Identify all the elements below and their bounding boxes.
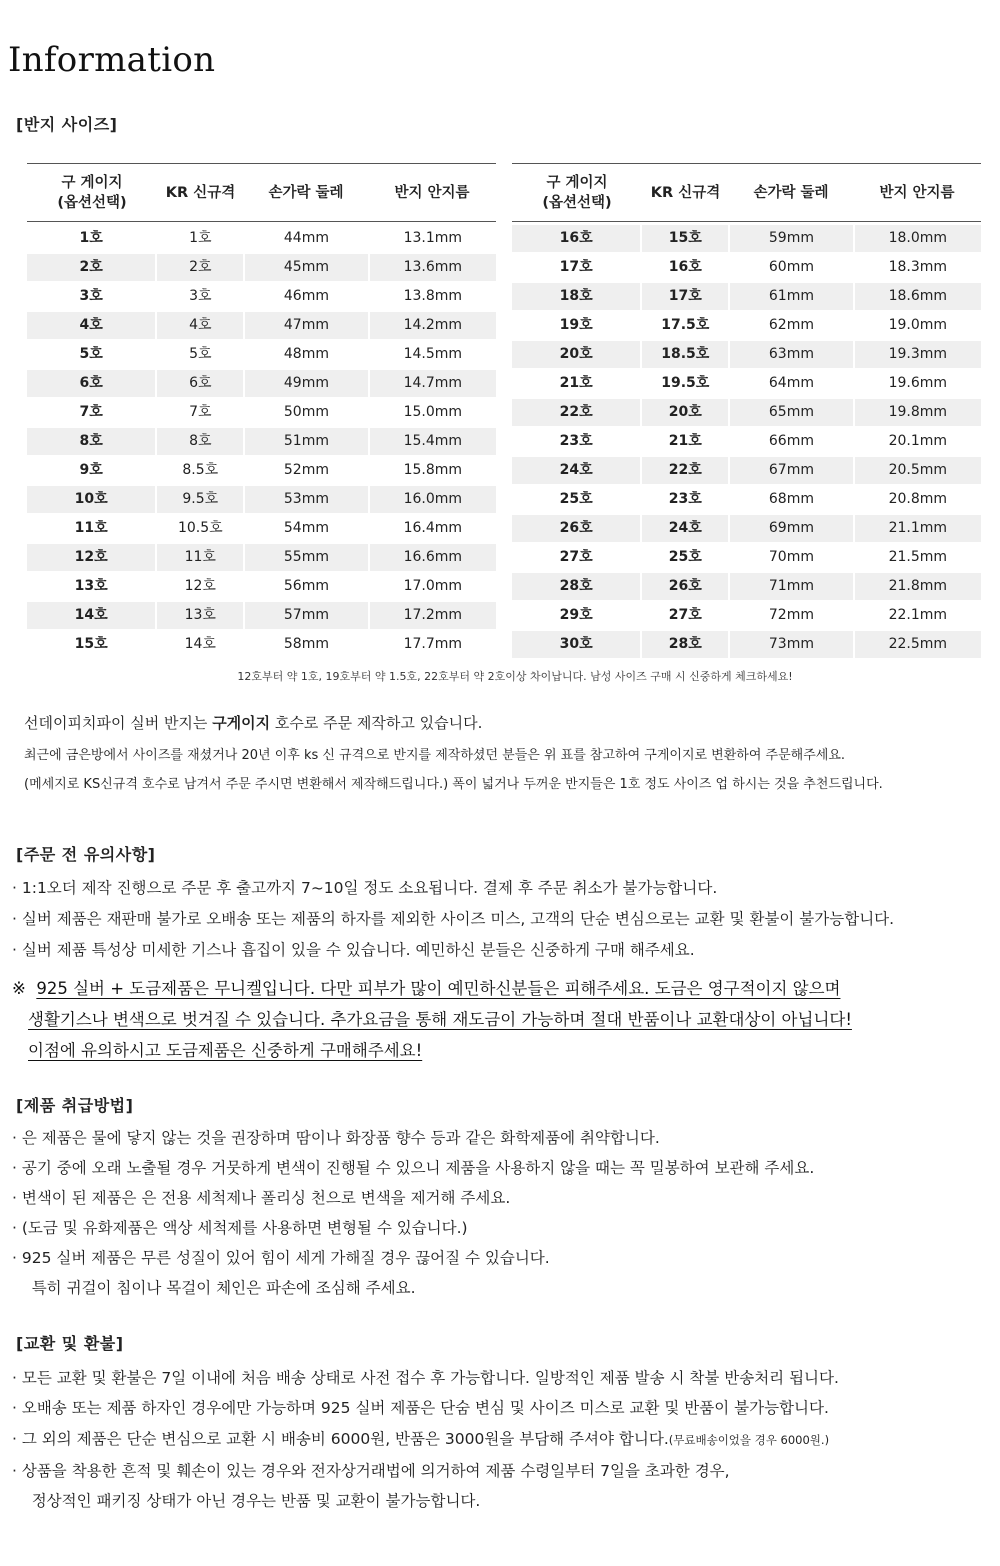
old-gauge-cell: 4호 <box>27 312 155 339</box>
inner-diameter-cell: 17.2mm <box>370 602 496 629</box>
old-gauge-cell: 19호 <box>559 317 593 333</box>
kr-standard-cell: 3호 <box>189 288 212 304</box>
inner-diameter-cell: 20.8mm <box>888 491 948 507</box>
table-row <box>27 602 496 631</box>
finger-circumference-cell: 70mm <box>768 549 814 565</box>
finger-circumference-cell: 57mm <box>245 602 367 629</box>
table-row <box>512 457 981 486</box>
intro-line-2: 최근에 금은방에서 사이즈를 재셨거나 20년 이후 ks 신 규격으로 반지를 제작하셨던 분들은 위 표를 참고하여 구게이지로 변환하여 주문해주세요. <box>24 748 846 763</box>
kr-standard-cell: 25호 <box>668 549 702 565</box>
finger-circumference-cell: 47mm <box>245 312 367 339</box>
order-notice-heading: [주문 전 유의사항] <box>16 845 156 864</box>
plating-warning-line-1: ※ 925 실버 + 도금제품은 무니켈입니다. 다만 피부가 많이 예민하신분들은 피해주세요. 도금은 영구적이지 않으며 <box>12 979 841 998</box>
finger-circumference-cell: 62mm <box>768 317 814 333</box>
care-item: · (도금 및 유화제품은 액상 세척제를 사용하면 변형될 수 있습니다.) <box>12 1219 468 1237</box>
intro-line-3: (메세지로 KS신규격 호수로 남겨서 주문 주시면 변환해서 제작해드립니다.) 폭이 넓거나 두꺼운 반지들은 1호 정도 사이즈 업 하시는 것을 추천드립니다. <box>24 777 883 792</box>
kr-standard-cell: 12호 <box>184 578 216 594</box>
refund-item: · 그 외의 제품은 단순 변심으로 교환 시 배송비 6000원, 반품은 3000원을 부담해 주셔야 합니다.(무료배송이었을 경우 6000원.) <box>12 1430 830 1448</box>
refund-item: · 오배송 또는 제품 하자인 경우에만 가능하며 925 실버 제품은 단숨 변심 및 사이즈 미스로 교환 및 반품이 불가능합니다. <box>12 1399 829 1417</box>
kr-standard-cell: 27호 <box>668 607 702 623</box>
inner-diameter-cell: 19.3mm <box>855 341 981 368</box>
finger-circumference-cell: 55mm <box>245 544 367 571</box>
refund-heading: [교환 및 환불] <box>16 1334 124 1353</box>
order-notice-item: · 실버 제품은 재판매 불가로 오배송 또는 제품의 하자를 제외한 사이즈 미스, 고객의 단순 변심으로는 교환 및 환불이 불가능합니다. <box>12 910 895 928</box>
finger-circumference-cell: 69mm <box>730 515 852 542</box>
kr-standard-cell: 20호 <box>642 399 728 426</box>
table-row <box>27 486 496 515</box>
table-body <box>512 225 981 660</box>
finger-circumference-cell: 61mm <box>730 283 852 310</box>
kr-standard-cell: 24호 <box>642 515 728 542</box>
inner-diameter-cell: 14.5mm <box>403 346 463 362</box>
col-header-kr-standard: KR 신규격 <box>165 184 236 201</box>
inner-diameter-cell: 13.1mm <box>403 230 463 246</box>
finger-circumference-cell: 71mm <box>730 573 852 600</box>
table-row <box>512 573 981 602</box>
finger-circumference-cell: 53mm <box>245 486 367 513</box>
col-header-old-gauge: 구 게이지 (옵션선택) <box>57 174 127 211</box>
col-header-finger-circumference: 손가락 둘레 <box>268 184 344 201</box>
old-gauge-cell: 5호 <box>79 346 103 362</box>
finger-circumference-cell: 64mm <box>768 375 814 391</box>
finger-circumference-cell: 50mm <box>283 404 329 420</box>
inner-diameter-cell: 19.6mm <box>888 375 948 391</box>
old-gauge-cell: 17호 <box>559 259 593 275</box>
finger-circumference-cell: 54mm <box>283 520 329 536</box>
kr-standard-cell: 17.5호 <box>661 317 710 333</box>
table-row <box>512 341 981 370</box>
old-gauge-cell: 20호 <box>512 341 640 368</box>
finger-circumference-cell: 58mm <box>283 636 329 652</box>
care-item: 특히 귀걸이 침이나 목걸이 체인은 파손에 조심해 주세요. <box>12 1279 416 1297</box>
kr-standard-cell: 8.5호 <box>182 462 219 478</box>
inner-diameter-cell: 18.0mm <box>855 225 981 252</box>
inner-diameter-cell: 20.1mm <box>888 433 948 449</box>
inner-diameter-cell: 19.0mm <box>888 317 948 333</box>
finger-circumference-cell: 65mm <box>730 399 852 426</box>
table-row <box>27 457 496 486</box>
inner-diameter-cell: 19.8mm <box>855 399 981 426</box>
table-row <box>27 428 496 457</box>
kr-standard-cell: 11호 <box>157 544 243 571</box>
table-row <box>512 428 981 457</box>
free-shipping-note: (무료배송이었을 경우 6000원.) <box>668 1433 830 1447</box>
inner-diameter-cell: 14.7mm <box>370 370 496 397</box>
finger-circumference-cell: 59mm <box>730 225 852 252</box>
kr-standard-cell: 28호 <box>642 631 728 658</box>
care-item: · 은 제품은 물에 닿지 않는 것을 권장하며 땀이나 화장품 향수 등과 같은 화학제품에 취약합니다. <box>12 1129 660 1147</box>
table-row <box>27 283 496 312</box>
col-header-old-gauge: 구 게이지 (옵션선택) <box>542 174 612 211</box>
care-item: · 변색이 된 제품은 은 전용 세척제나 폴리싱 천으로 변색을 제거해 주세요. <box>12 1189 511 1207</box>
table-row <box>512 486 981 515</box>
old-gauge-cell: 21호 <box>559 375 593 391</box>
finger-circumference-cell: 68mm <box>768 491 814 507</box>
refund-item: · 모든 교환 및 환불은 7일 이내에 처음 배송 상태로 사전 접수 후 가능합니다. 일방적인 제품 발송 시 착불 반송처리 됩니다. <box>12 1369 839 1387</box>
col-header-finger-circumference: 손가락 둘레 <box>753 184 829 201</box>
kr-standard-cell: 2호 <box>157 254 243 281</box>
old-gauge-cell: 24호 <box>512 457 640 484</box>
care-heading: [제품 취급방법] <box>16 1096 134 1115</box>
ring-size-heading: [반지 사이즈] <box>16 115 118 134</box>
old-gauge-cell: 1호 <box>79 230 103 246</box>
finger-circumference-cell: 52mm <box>283 462 329 478</box>
refund-item: 정상적인 패키징 상태가 아닌 경우는 반품 및 교환이 불가능합니다. <box>12 1492 481 1510</box>
old-gauge-cell: 27호 <box>559 549 593 565</box>
table-header <box>512 163 981 222</box>
reference-mark-icon: ※ <box>12 979 26 998</box>
table-row <box>27 515 496 544</box>
inner-diameter-cell: 18.3mm <box>888 259 948 275</box>
table-row <box>512 312 981 341</box>
table-row <box>512 602 981 631</box>
finger-circumference-cell: 66mm <box>768 433 814 449</box>
kr-standard-cell: 13호 <box>157 602 243 629</box>
table-body <box>27 225 496 660</box>
size-difference-note: 12호부터 약 1호, 19호부터 약 1.5호, 22호부터 약 2호이상 차이납니다. 남성 사이즈 구매 시 신중하게 체크하세요! <box>237 670 793 683</box>
finger-circumference-cell: 72mm <box>768 607 814 623</box>
finger-circumference-cell: 48mm <box>283 346 329 362</box>
table-row <box>512 370 981 399</box>
kr-standard-cell: 6호 <box>157 370 243 397</box>
finger-circumference-cell: 45mm <box>245 254 367 281</box>
old-gauge-cell: 15호 <box>74 636 108 652</box>
table-row <box>27 312 496 341</box>
old-gauge-cell: 3호 <box>79 288 103 304</box>
kr-standard-cell: 4호 <box>157 312 243 339</box>
inner-diameter-cell: 17.0mm <box>403 578 463 594</box>
old-gauge-cell: 12호 <box>27 544 155 571</box>
old-gauge-cell: 26호 <box>512 515 640 542</box>
old-gauge-cell: 29호 <box>559 607 593 623</box>
inner-diameter-cell: 16.4mm <box>403 520 463 536</box>
table-row <box>27 544 496 573</box>
inner-diameter-cell: 16.6mm <box>370 544 496 571</box>
kr-standard-cell: 9.5호 <box>157 486 243 513</box>
inner-diameter-cell: 21.8mm <box>855 573 981 600</box>
kr-standard-cell: 10.5호 <box>177 520 223 536</box>
table-row <box>27 573 496 602</box>
old-gauge-cell: 25호 <box>559 491 593 507</box>
old-gauge-cell: 16호 <box>512 225 640 252</box>
plating-warning-line-2: 생활기스나 변색으로 벗겨질 수 있습니다. 추가요금을 통해 재도금이 가능하며 절대 반품이나 교환대상이 아닙니다! <box>28 1010 852 1029</box>
old-gauge-cell: 11호 <box>74 520 108 536</box>
kr-standard-cell: 8호 <box>157 428 243 455</box>
kr-standard-cell: 22호 <box>642 457 728 484</box>
finger-circumference-cell: 49mm <box>245 370 367 397</box>
page-title: Information <box>8 40 216 80</box>
inner-diameter-cell: 15.8mm <box>403 462 463 478</box>
inner-diameter-cell: 14.2mm <box>370 312 496 339</box>
table-row <box>512 283 981 312</box>
old-gauge-cell: 22호 <box>512 399 640 426</box>
table-row <box>27 254 496 283</box>
inner-diameter-cell: 18.6mm <box>855 283 981 310</box>
finger-circumference-cell: 63mm <box>730 341 852 368</box>
table-row <box>512 254 981 283</box>
finger-circumference-cell: 44mm <box>283 230 329 246</box>
table-row <box>512 515 981 544</box>
care-item: · 925 실버 제품은 무른 성질이 있어 힘이 세게 가해질 경우 끊어질 수 있습니다. <box>12 1249 550 1267</box>
ring-size-table-left <box>27 163 496 660</box>
col-header-kr-standard: KR 신규격 <box>650 184 721 201</box>
kr-standard-cell: 26호 <box>642 573 728 600</box>
table-row <box>27 370 496 399</box>
kr-standard-cell: 21호 <box>668 433 702 449</box>
old-gauge-cell: 8호 <box>27 428 155 455</box>
table-row <box>512 399 981 428</box>
table-row <box>27 631 496 660</box>
old-gauge-cell: 18호 <box>512 283 640 310</box>
refund-item: · 상품을 착용한 흔적 및 훼손이 있는 경우와 전자상거래법에 의거하여 제품 수령일부터 7일을 초과한 경우, <box>12 1462 730 1480</box>
inner-diameter-cell: 21.1mm <box>855 515 981 542</box>
kr-standard-cell: 14호 <box>184 636 216 652</box>
finger-circumference-cell: 73mm <box>730 631 852 658</box>
kr-standard-cell: 15호 <box>642 225 728 252</box>
col-header-inner-diameter: 반지 안지름 <box>394 184 470 201</box>
table-header <box>27 163 496 222</box>
table-row <box>512 631 981 660</box>
kr-standard-cell: 16호 <box>668 259 702 275</box>
inner-diameter-cell: 16.0mm <box>370 486 496 513</box>
finger-circumference-cell: 46mm <box>283 288 329 304</box>
kr-standard-cell: 7호 <box>189 404 212 420</box>
old-gauge-cell: 9호 <box>79 462 103 478</box>
old-gauge-cell: 14호 <box>27 602 155 629</box>
finger-circumference-cell: 51mm <box>245 428 367 455</box>
old-gauge-cell: 28호 <box>512 573 640 600</box>
kr-standard-cell: 19.5호 <box>661 375 710 391</box>
old-gauge-cell: 2호 <box>27 254 155 281</box>
finger-circumference-cell: 60mm <box>768 259 814 275</box>
inner-diameter-cell: 22.1mm <box>888 607 948 623</box>
care-item: · 공기 중에 오래 노출될 경우 거뭇하게 변색이 진행될 수 있으니 제품을 사용하지 않을 때는 꼭 밀봉하여 보관해 주세요. <box>12 1159 815 1177</box>
intro-line-1: 선데이피치파이 실버 반지는 구게이지 호수로 주문 제작하고 있습니다. <box>24 714 483 732</box>
inner-diameter-cell: 22.5mm <box>855 631 981 658</box>
table-row <box>512 225 981 254</box>
table-row <box>27 225 496 254</box>
inner-diameter-cell: 15.0mm <box>403 404 463 420</box>
inner-diameter-cell: 15.4mm <box>370 428 496 455</box>
order-notice-item: · 실버 제품 특성상 미세한 기스나 흡집이 있을 수 있습니다. 예민하신 분들은 신중하게 구매 해주세요. <box>12 941 695 959</box>
kr-standard-cell: 5호 <box>189 346 212 362</box>
table-row <box>512 544 981 573</box>
inner-diameter-cell: 20.5mm <box>855 457 981 484</box>
table-row <box>27 341 496 370</box>
table-row <box>27 399 496 428</box>
order-notice-item: · 1:1오더 제작 진행으로 주문 후 출고까지 7~10일 정도 소요됩니다. 결제 후 주문 취소가 불가능합니다. <box>12 879 718 897</box>
inner-diameter-cell: 21.5mm <box>888 549 948 565</box>
finger-circumference-cell: 67mm <box>730 457 852 484</box>
plating-warning-line-3: 이점에 유의하시고 도금제품은 신중하게 구매해주세요! <box>28 1041 423 1060</box>
old-gauge-cell: 23호 <box>559 433 593 449</box>
old-gauge-cell: 30호 <box>512 631 640 658</box>
inner-diameter-cell: 17.7mm <box>403 636 463 652</box>
old-gauge-cell: 7호 <box>79 404 103 420</box>
kr-standard-cell: 17호 <box>642 283 728 310</box>
kr-standard-cell: 1호 <box>189 230 212 246</box>
ring-size-table-right <box>512 163 981 660</box>
inner-diameter-cell: 13.6mm <box>370 254 496 281</box>
kr-standard-cell: 23호 <box>668 491 702 507</box>
col-header-inner-diameter: 반지 안지름 <box>879 184 955 201</box>
inner-diameter-cell: 13.8mm <box>403 288 463 304</box>
kr-standard-cell: 18.5호 <box>642 341 728 368</box>
old-gauge-cell: 10호 <box>27 486 155 513</box>
old-gauge-cell: 13호 <box>74 578 108 594</box>
finger-circumference-cell: 56mm <box>283 578 329 594</box>
old-gauge-cell: 6호 <box>27 370 155 397</box>
